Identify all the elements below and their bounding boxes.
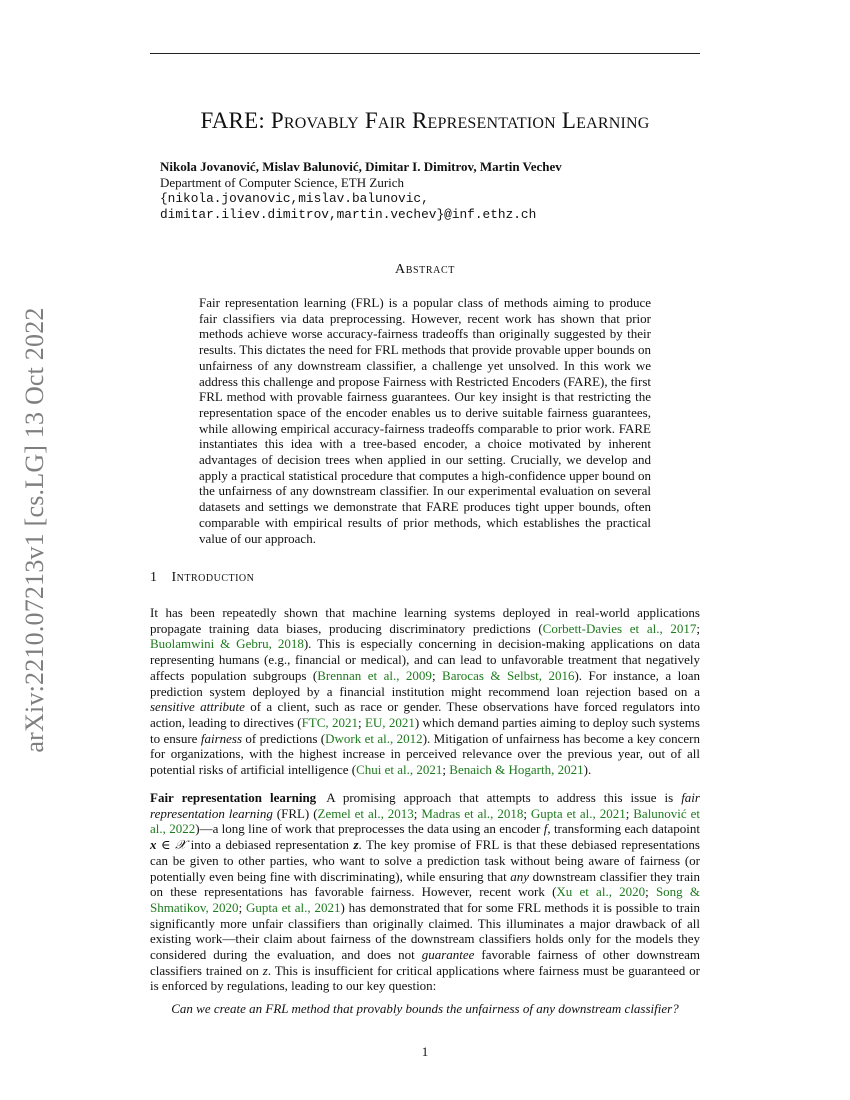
math-symbol: z (353, 837, 359, 853)
email-line-2: dimitar.iliev.dimitrov,martin.vechev}@inf.ethz.ch (160, 207, 537, 222)
text-run: ; (413, 805, 422, 821)
text-run: ; (696, 620, 700, 636)
math-symbol: x (150, 837, 157, 853)
text-run: ; (431, 667, 443, 683)
abstract-heading: Abstract (395, 262, 455, 277)
text-run: , transforming each datapoint (547, 821, 700, 837)
text-run: It has been repeatedly shown that machine learning systems deployed in real-world applications propagate training data biases, producing discriminatory predictions ( (150, 605, 700, 636)
text-run: ). This is especially concerning in decision-making applications on data representing humans (e.g., financial or medical), and can lead to unfavorable treatment that negatively affects population subgroups ( (150, 636, 700, 683)
math-symbol: 𝒳 (175, 837, 187, 853)
arxiv-identifier: arXiv:2210.07213v1 [cs.LG] 13 Oct 2022 (20, 307, 49, 753)
citation-link[interactable]: Brennan et al., 2009 (317, 667, 432, 683)
section-title: Introduction (171, 570, 255, 585)
intro-paragraph-1 (150, 605, 700, 778)
author-block (160, 159, 700, 223)
emphasis-text: sensitive attribute (150, 699, 245, 715)
email-line-1: {nikola.jovanovic,mislav.balunovic, (160, 191, 429, 206)
text-run: )—a long line of work that preprocesses the data using an encoder (195, 821, 544, 837)
text-run: ; (645, 884, 656, 900)
text-run: ; (442, 762, 450, 778)
text-run: ) has demonstrated that for some FRL methods it is possible to train significantly more unfair classifiers than originally claimed. This illuminates a major drawback of all existing work—their claim about fairness of the downstream classifiers holds only for the models they considered during the evaluation, and does not (150, 899, 700, 963)
text-run: ; (625, 805, 634, 821)
text-run: favorable fairness of other downstream classifiers trained on (150, 947, 700, 978)
page-number: 1 (421, 1044, 429, 1059)
key-question: Can we create an FRL method that provably bounds the unfairness of any downstream classifier? (171, 1001, 679, 1016)
top-rule (150, 53, 700, 54)
text-run: ∈ (156, 837, 175, 853)
text-run: ). Mitigation of unfairness has become a key concern for organizations, with the highest increase in perceived relevance over the previous year, out of all potential risks of artificial intelligence ( (150, 730, 701, 778)
citation-link[interactable]: Madras et al., 2018 (421, 805, 524, 821)
emphasis-text: fairness (200, 730, 243, 746)
citation-link[interactable]: Barocas & Selbst, 2016 (442, 667, 575, 683)
citation-link[interactable]: Dwork et al., 2012 (325, 730, 423, 746)
text-run: (FRL) ( (272, 805, 318, 821)
affiliation: Department of Computer Science, ETH Zurich (160, 175, 405, 190)
math-symbol: f (543, 821, 548, 837)
text-run: of predictions ( (242, 730, 326, 746)
text-run: A promising approach that attempts to address this issue is (326, 790, 682, 805)
citation-link[interactable]: Chui et al., 2021 (356, 762, 443, 778)
text-run: ; (523, 805, 531, 821)
emphasis-text: fair representation learning (150, 790, 700, 821)
citation-link[interactable]: Balunović et al., 2022 (150, 805, 700, 837)
citation-link[interactable]: Song & Shmatikov, 2020 (150, 884, 700, 915)
intro-paragraph-2 (150, 790, 700, 994)
text-run: of a client, such as race or gender. These observations have forced regulators into action, leading to directives ( (150, 699, 700, 730)
citation-link[interactable]: FTC, 2021 (301, 714, 358, 730)
section-heading (150, 570, 700, 586)
citation-link[interactable]: Zemel et al., 2013 (317, 805, 414, 821)
math-symbol: z (262, 962, 268, 978)
citation-link[interactable]: Corbett-Davies et al., 2017 (542, 620, 697, 636)
arxiv-sidebar (5, 290, 65, 770)
text-run: . The key promise of FRL is that these debiased representations can be given to other parties, who want to solve a prediction task without being aware of fairness (or potentially even being fine with discriminating), while ensuring that (150, 837, 700, 884)
section-number: 1 (150, 570, 158, 585)
text-run: ). (583, 762, 592, 778)
text-run: ; (238, 899, 246, 915)
paper-title: FARE: Provably Fair Representation Learning (200, 108, 650, 133)
text-run: ). For instance, a loan prediction system deployed by a financial institution might recommend loan rejection based on a (150, 667, 700, 699)
emphasis-text: any (510, 868, 530, 884)
text-run: ; (357, 714, 365, 730)
citation-link[interactable]: Buolamwini & Gebru, 2018 (150, 636, 304, 652)
citation-link[interactable]: Xu et al., 2020 (556, 884, 646, 900)
author-names: Nikola Jovanović, Mislav Balunović, Dimitar I. Dimitrov, Martin Vechev (160, 159, 562, 174)
citation-link[interactable]: Gupta et al., 2021 (246, 899, 341, 915)
text-run: into a debiased representation (186, 837, 354, 853)
text-run: downstream classifier they train on these representations has favorable fairness. However, recent work ( (150, 868, 700, 900)
citation-link[interactable]: EU, 2021 (364, 714, 415, 730)
abstract-text: Fair representation learning (FRL) is a popular class of methods aiming to produce fair classifiers via data preprocessing. However, recent work has shown that prior methods achieve worse accuracy-fairness tradeoffs than originally suggested by their results. This dictates the need for FRL methods that provide provable upper bounds on unfairness of any downstream classifier, a challenge yet unsolved. In this work we address this challenge and propose Fairness with Restricted Encoders (FARE), the first FRL method with provable fairness guarantees. Our key insight is that restricting the representation space of the encoder enables us to derive suitable fairness guarantees, while allowing empirical accuracy-fairness tradeoffs comparable to prior work. FARE instantiates this idea with a tree-based encoder, a choice motivated by inherent advantages of decision trees when applied in our setting. Crucially, we develop and apply a practical statistical procedure that computes a high-confidence upper bound on the unfairness of any downstream classifier. In our experimental evaluation on several datasets and settings we demonstrate that FARE produces tight upper bounds, often comparable with empirical results of prior methods, which establishes the practical value of our approach. (199, 295, 651, 546)
citation-link[interactable]: Benaich & Hogarth, 2021 (449, 762, 584, 778)
citation-link[interactable]: Gupta et al., 2021 (530, 805, 626, 821)
emphasis-text: guarantee (421, 947, 475, 963)
paragraph-title: Fair representation learning (150, 790, 317, 805)
text-run: . This is insufficient for critical applications where fairness must be guaranteed or is enforced by regulations, leading to our key question: (150, 962, 700, 994)
text-run: ) which demand parties aiming to deploy such systems to ensure (150, 714, 700, 746)
